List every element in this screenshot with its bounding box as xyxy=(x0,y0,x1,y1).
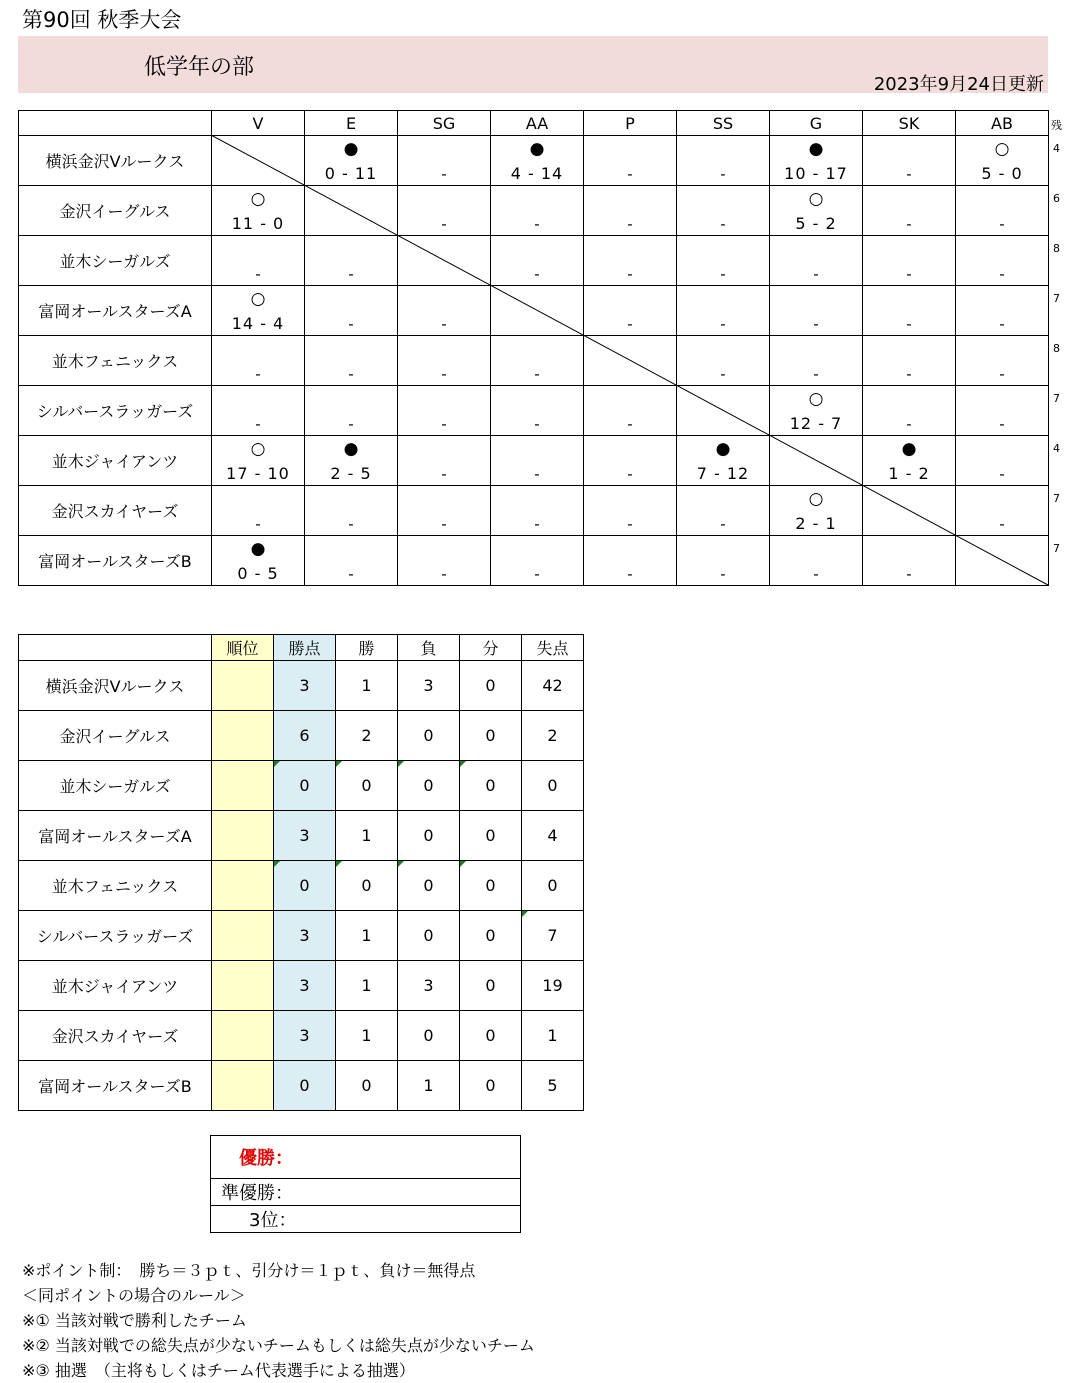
conceded-cell: 5 xyxy=(522,1061,584,1111)
unplayed-dash: - xyxy=(441,565,447,583)
losses-cell: 3 xyxy=(398,661,460,711)
rank-cell xyxy=(212,911,274,961)
draws-cell: 0 xyxy=(460,761,522,811)
matrix-col-header: E xyxy=(305,111,398,136)
matrix-header-row xyxy=(19,111,1049,136)
unplayed-dash: - xyxy=(441,515,447,533)
result-symbol: ○ xyxy=(250,289,266,309)
unplayed-dash: - xyxy=(999,465,1005,483)
unplayed-dash: - xyxy=(441,165,447,183)
match-score: 14 - 4 xyxy=(231,314,285,333)
match-score: 12 - 7 xyxy=(789,414,843,433)
remaining-count: 4 xyxy=(1053,442,1060,455)
draws-cell: 0 xyxy=(460,661,522,711)
rank-cell xyxy=(212,711,274,761)
conceded-cell: 7 xyxy=(522,911,584,961)
draws-cell: 0 xyxy=(460,711,522,761)
matrix-team-name: シルバースラッガーズ xyxy=(19,386,212,436)
wins-cell: 1 xyxy=(336,961,398,1011)
matrix-col-header: SG xyxy=(398,111,491,136)
standings-row xyxy=(19,1061,584,1111)
unplayed-dash: - xyxy=(441,365,447,383)
match-score: 10 - 17 xyxy=(784,164,848,183)
result-symbol: ○ xyxy=(808,189,824,209)
unplayed-dash: - xyxy=(720,315,726,333)
standings-team-name: 金沢イーグルス xyxy=(19,711,212,761)
unplayed-dash: - xyxy=(813,365,819,383)
unplayed-dash: - xyxy=(906,415,912,433)
unplayed-dash: - xyxy=(627,315,633,333)
draws-cell: 0 xyxy=(460,861,522,911)
standings-col-header: 分 xyxy=(460,635,522,661)
match-score: 5 - 0 xyxy=(981,164,1023,183)
conceded-cell: 1 xyxy=(522,1011,584,1061)
points-cell: 6 xyxy=(274,711,336,761)
rank-cell xyxy=(212,1011,274,1061)
unplayed-dash: - xyxy=(813,315,819,333)
unplayed-dash: - xyxy=(906,565,912,583)
matrix-col-header: SS xyxy=(677,111,770,136)
unplayed-dash: - xyxy=(999,265,1005,283)
match-score: 2 - 1 xyxy=(795,514,837,533)
rank-cell xyxy=(212,1061,274,1111)
unplayed-dash: - xyxy=(720,215,726,233)
standings-col-header: 勝点 xyxy=(274,635,336,661)
unplayed-dash: - xyxy=(534,465,540,483)
conceded-cell: 0 xyxy=(522,761,584,811)
comment-marker xyxy=(336,861,342,867)
standings-team-name: 並木シーガルズ xyxy=(19,761,212,811)
unplayed-dash: - xyxy=(534,215,540,233)
losses-cell: 0 xyxy=(398,761,460,811)
updated-date: 2023年9月24日更新 xyxy=(873,74,1044,95)
wins-cell: 2 xyxy=(336,711,398,761)
wins-cell: 1 xyxy=(336,811,398,861)
comment-marker xyxy=(398,861,404,867)
note-line: ※③ 抽選 （主将もしくはチーム代表選手による抽選） xyxy=(22,1361,415,1380)
wins-cell: 1 xyxy=(336,661,398,711)
result-symbol: ● xyxy=(901,439,917,459)
remaining-count: 7 xyxy=(1053,392,1060,405)
standings-col-header: 順位 xyxy=(212,635,274,661)
standings-team-name: 並木ジャイアンツ xyxy=(19,961,212,1011)
draws-cell: 0 xyxy=(460,811,522,861)
remaining-count: 4 xyxy=(1053,142,1060,155)
rank-cell xyxy=(212,811,274,861)
matrix-col-header: G xyxy=(770,111,863,136)
points-cell: 3 xyxy=(274,811,336,861)
comment-marker xyxy=(336,761,342,767)
unplayed-dash: - xyxy=(720,165,726,183)
unplayed-dash: - xyxy=(627,565,633,583)
comment-marker xyxy=(274,761,280,767)
wins-cell: 0 xyxy=(336,1061,398,1111)
diagonal-stroke xyxy=(211,135,1048,585)
unplayed-dash: - xyxy=(627,465,633,483)
unplayed-dash: - xyxy=(906,315,912,333)
wins-cell: 0 xyxy=(336,861,398,911)
standings-row xyxy=(19,1011,584,1061)
standings-col-header: 勝 xyxy=(336,635,398,661)
matrix-diagonal-line xyxy=(211,135,1049,586)
draws-cell: 0 xyxy=(460,1061,522,1111)
comment-marker xyxy=(274,861,280,867)
remaining-count: 7 xyxy=(1053,292,1060,305)
note-line: ※① 当該対戦で勝利したチーム xyxy=(22,1311,247,1330)
unplayed-dash: - xyxy=(627,515,633,533)
matrix-team-name: 金沢スカイヤーズ xyxy=(19,486,212,536)
points-cell: 3 xyxy=(274,1011,336,1061)
conceded-cell: 4 xyxy=(522,811,584,861)
matrix-col-header: P xyxy=(584,111,677,136)
remaining-count: 7 xyxy=(1053,492,1060,505)
result-symbol: ● xyxy=(529,139,545,159)
rules-notes xyxy=(22,1258,535,1383)
matrix-team-name: 富岡オールスターズA xyxy=(19,286,212,336)
unplayed-dash: - xyxy=(813,265,819,283)
unplayed-dash: - xyxy=(348,515,354,533)
standings-team-name: 横浜金沢Vルークス xyxy=(19,661,212,711)
unplayed-dash: - xyxy=(627,265,633,283)
wins-cell: 1 xyxy=(336,1011,398,1061)
unplayed-dash: - xyxy=(348,565,354,583)
unplayed-dash: - xyxy=(348,365,354,383)
unplayed-dash: - xyxy=(348,315,354,333)
points-cell: 3 xyxy=(274,661,336,711)
losses-cell: 0 xyxy=(398,911,460,961)
standings-header-row xyxy=(19,635,584,661)
result-symbol: ○ xyxy=(994,139,1010,159)
runner-up-row xyxy=(211,1179,521,1206)
matrix-team-name: 並木シーガルズ xyxy=(19,236,212,286)
match-score: 17 - 10 xyxy=(226,464,290,483)
standings-team-name: 金沢スカイヤーズ xyxy=(19,1011,212,1061)
match-score: 0 - 11 xyxy=(324,164,378,183)
unplayed-dash: - xyxy=(906,165,912,183)
match-score: 11 - 0 xyxy=(231,214,285,233)
losses-cell: 0 xyxy=(398,711,460,761)
unplayed-dash: - xyxy=(720,565,726,583)
match-score: 4 - 14 xyxy=(510,164,564,183)
result-symbol: ● xyxy=(343,439,359,459)
unplayed-dash: - xyxy=(999,515,1005,533)
remaining-count: 8 xyxy=(1053,342,1060,355)
unplayed-dash: - xyxy=(534,265,540,283)
matrix-team-name: 金沢イーグルス xyxy=(19,186,212,236)
unplayed-dash: - xyxy=(999,215,1005,233)
unplayed-dash: - xyxy=(255,415,261,433)
unplayed-dash: - xyxy=(627,165,633,183)
unplayed-dash: - xyxy=(441,315,447,333)
standings-corner xyxy=(19,635,212,661)
unplayed-dash: - xyxy=(999,365,1005,383)
losses-cell: 0 xyxy=(398,1011,460,1061)
unplayed-dash: - xyxy=(534,365,540,383)
standings-row xyxy=(19,861,584,911)
matrix-team-name: 並木ジャイアンツ xyxy=(19,436,212,486)
result-symbol: ● xyxy=(343,139,359,159)
matrix-team-name: 並木フェニックス xyxy=(19,336,212,386)
matrix-col-header: AB xyxy=(956,111,1049,136)
unplayed-dash: - xyxy=(720,365,726,383)
matrix-corner xyxy=(19,111,212,136)
third-place-label: 3位： xyxy=(249,1210,297,1231)
remaining-count: 7 xyxy=(1053,542,1060,555)
unplayed-dash: - xyxy=(906,265,912,283)
note-line: ※② 当該対戦での総失点が少ないチームもしくは総失点が少ないチーム xyxy=(22,1336,535,1355)
standings-row xyxy=(19,761,584,811)
draws-cell: 0 xyxy=(460,961,522,1011)
result-symbol: ○ xyxy=(808,389,824,409)
note-line: ※ポイント制： 勝ち＝３ｐｔ、引分け＝１ｐｔ、負け＝無得点 xyxy=(22,1261,476,1280)
match-score: 5 - 2 xyxy=(795,214,837,233)
unplayed-dash: - xyxy=(534,515,540,533)
standings-team-name: 富岡オールスターズB xyxy=(19,1061,212,1111)
rank-cell xyxy=(212,661,274,711)
unplayed-dash: - xyxy=(999,315,1005,333)
result-symbol: ○ xyxy=(250,439,266,459)
matrix-col-header: SK xyxy=(863,111,956,136)
standings-row xyxy=(19,661,584,711)
points-cell: 3 xyxy=(274,911,336,961)
unplayed-dash: - xyxy=(813,565,819,583)
match-score: 2 - 5 xyxy=(330,464,372,483)
unplayed-dash: - xyxy=(255,265,261,283)
unplayed-dash: - xyxy=(348,265,354,283)
matrix-team-name: 横浜金沢Vルークス xyxy=(19,136,212,186)
comment-marker xyxy=(522,911,528,917)
conceded-cell: 2 xyxy=(522,711,584,761)
remaining-header: 残 xyxy=(1051,119,1062,132)
rank-cell xyxy=(212,761,274,811)
wins-cell: 1 xyxy=(336,911,398,961)
comment-marker xyxy=(460,861,466,867)
conceded-cell: 19 xyxy=(522,961,584,1011)
points-cell: 3 xyxy=(274,961,336,1011)
unplayed-dash: - xyxy=(441,415,447,433)
standings-team-name: 並木フェニックス xyxy=(19,861,212,911)
result-symbol: ○ xyxy=(250,189,266,209)
standings-row xyxy=(19,811,584,861)
standings-table xyxy=(18,634,584,1111)
match-score: 1 - 2 xyxy=(888,464,930,483)
unplayed-dash: - xyxy=(999,415,1005,433)
division-title: 低学年の部 xyxy=(144,55,255,80)
matrix-col-header: AA xyxy=(491,111,584,136)
result-symbol: ● xyxy=(715,439,731,459)
standings-row xyxy=(19,711,584,761)
draws-cell: 0 xyxy=(460,911,522,961)
unplayed-dash: - xyxy=(348,415,354,433)
unplayed-dash: - xyxy=(906,215,912,233)
remaining-count: 6 xyxy=(1053,192,1060,205)
unplayed-dash: - xyxy=(534,415,540,433)
result-symbol: ● xyxy=(808,139,824,159)
unplayed-dash: - xyxy=(441,465,447,483)
tournament-title: 第90回 秋季大会 xyxy=(22,8,182,32)
unplayed-dash: - xyxy=(255,515,261,533)
standings-col-header: 失点 xyxy=(522,635,584,661)
champion-row xyxy=(211,1136,521,1179)
losses-cell: 1 xyxy=(398,1061,460,1111)
standings-team-name: 富岡オールスターズA xyxy=(19,811,212,861)
result-symbol: ● xyxy=(250,539,266,559)
standings-row xyxy=(19,961,584,1011)
unplayed-dash: - xyxy=(627,415,633,433)
champion-label: 優勝： xyxy=(239,1148,293,1169)
points-cell: 0 xyxy=(274,761,336,811)
unplayed-dash: - xyxy=(906,365,912,383)
note-line: ＜同ポイントの場合のルール＞ xyxy=(22,1286,246,1305)
comment-marker xyxy=(460,761,466,767)
draws-cell: 0 xyxy=(460,1011,522,1061)
unplayed-dash: - xyxy=(534,565,540,583)
runner-up-label: 準優勝： xyxy=(221,1183,293,1204)
rank-cell xyxy=(212,961,274,1011)
matrix-team-name: 富岡オールスターズB xyxy=(19,536,212,586)
awards-box xyxy=(210,1135,521,1233)
standings-row xyxy=(19,911,584,961)
remaining-count: 8 xyxy=(1053,242,1060,255)
match-score: 7 - 12 xyxy=(696,464,750,483)
conceded-cell: 42 xyxy=(522,661,584,711)
matrix-col-header: V xyxy=(212,111,305,136)
comment-marker xyxy=(398,761,404,767)
unplayed-dash: - xyxy=(720,265,726,283)
losses-cell: 0 xyxy=(398,811,460,861)
unplayed-dash: - xyxy=(627,215,633,233)
points-cell: 0 xyxy=(274,861,336,911)
losses-cell: 0 xyxy=(398,861,460,911)
unplayed-dash: - xyxy=(441,215,447,233)
points-cell: 0 xyxy=(274,1061,336,1111)
rank-cell xyxy=(212,861,274,911)
wins-cell: 0 xyxy=(336,761,398,811)
third-place-row xyxy=(211,1206,521,1233)
unplayed-dash: - xyxy=(255,365,261,383)
match-score: 0 - 5 xyxy=(237,564,279,583)
unplayed-dash: - xyxy=(720,515,726,533)
losses-cell: 3 xyxy=(398,961,460,1011)
result-symbol: ○ xyxy=(808,489,824,509)
conceded-cell: 0 xyxy=(522,861,584,911)
standings-col-header: 負 xyxy=(398,635,460,661)
standings-team-name: シルバースラッガーズ xyxy=(19,911,212,961)
